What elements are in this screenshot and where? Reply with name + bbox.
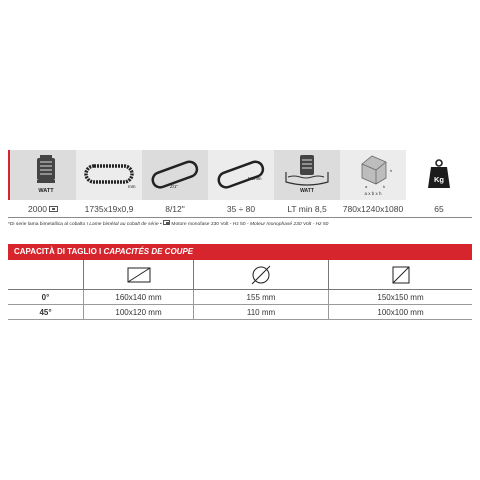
capacity-header: CAPACITÀ DI TAGLIO I CAPACITÉS DE COUPE — [8, 244, 472, 260]
angle-cell: 45° — [39, 307, 52, 317]
square-capacity-cell: 100x100 mm — [328, 305, 472, 319]
footnote: *Di serie lama bimetallica al cobalto I Lame bimétal au cobalt de série • Motore monofase 230 Volt - Hz 50 - Moteur monophasé 230 Volt - Hz 50 — [8, 222, 329, 227]
weight-icon — [406, 150, 472, 200]
spec-cell-coolant — [274, 150, 340, 200]
blade-speed-icon — [208, 150, 274, 200]
footnote-motor-it: Motore monofase 230 Volt - Hz 50 - — [171, 222, 249, 227]
table-row — [8, 305, 472, 320]
value-power — [10, 204, 76, 214]
motor-watt-icon — [10, 150, 76, 200]
footnote-fr: Lame bimétal au cobalt de série — [89, 222, 159, 227]
spec-icon-band — [8, 150, 472, 200]
single-phase-icon — [163, 220, 170, 225]
spec-cell-blade — [76, 150, 142, 200]
svg-text:h: h — [390, 168, 393, 173]
round-section-icon — [193, 260, 328, 289]
angle-cell: 0° — [41, 292, 50, 302]
rect-capacity-cell: 100x120 mm — [83, 305, 193, 319]
rectangle-section-icon — [83, 260, 193, 289]
table-row — [8, 290, 472, 305]
square-capacity-cell: 150x150 mm — [328, 290, 472, 304]
value-dimensions: 780x1240x1080 — [342, 204, 404, 214]
power-value: 2000 — [28, 204, 47, 214]
svg-text:Z/1": Z/1" — [170, 184, 179, 189]
capacity-icon-row — [8, 260, 472, 290]
footnote-motor-fr: Moteur monophasé 230 Volt - Hz 50 — [249, 222, 329, 227]
blade-dimensions-icon — [76, 150, 142, 200]
svg-text:Kg: Kg — [434, 175, 444, 184]
footnote-it: *Di serie lama bimetallica al cobalto — [8, 222, 86, 227]
single-phase-icon — [49, 206, 58, 212]
spec-cell-teeth — [142, 150, 208, 200]
svg-text:a: a — [365, 184, 368, 189]
value-weight: 65 — [434, 204, 444, 214]
round-capacity-cell: 155 mm — [193, 290, 328, 304]
value-blade: 1735x19x0,9 — [84, 204, 134, 214]
square-section-icon — [328, 260, 472, 289]
svg-text:WATT: WATT — [300, 188, 314, 194]
spec-cell-speed — [208, 150, 274, 200]
capacity-title-it: CAPACITÀ DI TAGLIO — [14, 247, 97, 256]
svg-text:Mt/min: Mt/min — [248, 176, 262, 181]
value-coolant: LT min 8,5 — [287, 204, 327, 214]
round-capacity-cell: 110 mm — [193, 305, 328, 319]
spec-cell-power — [10, 150, 76, 200]
divider — [8, 217, 472, 218]
svg-text:mm: mm — [128, 184, 136, 189]
spec-cell-dimensions — [340, 150, 406, 200]
spec-cell-weight — [406, 150, 472, 200]
empty-cell — [8, 260, 83, 289]
teeth-per-inch-icon — [142, 150, 208, 200]
svg-text:b: b — [383, 184, 386, 189]
value-speed: 35 ÷ 80 — [226, 204, 256, 214]
spec-values-row — [10, 201, 472, 217]
packaging-dimensions-icon — [340, 150, 406, 200]
coolant-tank-icon — [274, 150, 340, 200]
capacity-title-fr: CAPACITÉS DE COUPE — [103, 247, 194, 256]
value-teeth: 8/12" — [165, 204, 185, 214]
capacity-table — [8, 260, 472, 320]
rect-capacity-cell: 160x140 mm — [83, 290, 193, 304]
svg-text:a x b x h: a x b x h — [364, 191, 382, 196]
svg-text:WATT: WATT — [38, 188, 54, 194]
